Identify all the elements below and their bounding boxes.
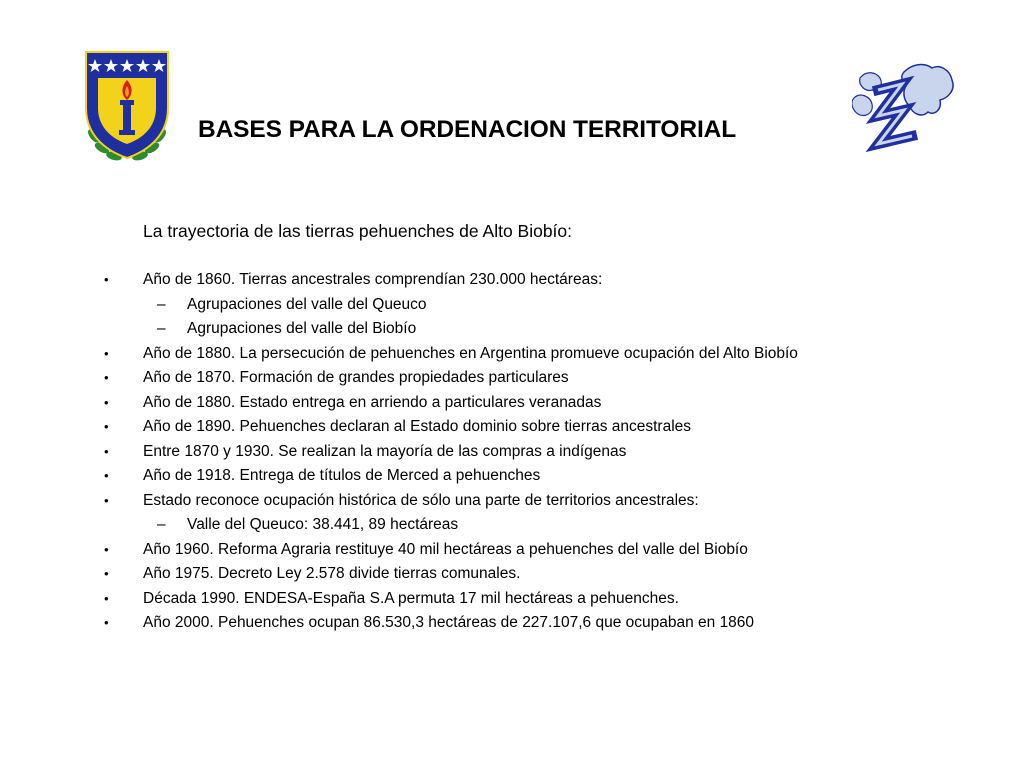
slide-title: BASES PARA LA ORDENACION TERRITORIAL — [198, 116, 737, 143]
list-item-text: Entre 1870 y 1930. Se realizan la mayoría de las compras a indígenas — [143, 442, 627, 460]
bullet-marker: • — [104, 492, 109, 508]
list-item-text: Año 1960. Reforma Agraria restituye 40 mil hectáreas a pehuenches del valle del Biobío — [143, 540, 748, 558]
list-item-text: Valle del Queuco: 38.441, 89 hectáreas — [187, 516, 459, 533]
list-item-text: Año de 1860. Tierras ancestrales comprendían 230.000 hectáreas: — [143, 271, 603, 288]
university-crest-icon — [80, 50, 174, 164]
list-item — [0, 342, 1024, 367]
list-item-text: Estado reconoce ocupación histórica de sólo una parte de territorios ancestrales: — [143, 491, 699, 509]
slide-subtitle: La trayectoria de las tierras pehuenches de Alto Biobío: — [143, 221, 573, 241]
bullet-marker: • — [104, 566, 109, 581]
sub-list-item — [0, 513, 1024, 538]
bullet-marker: • — [104, 370, 109, 385]
list-item-text: Agrupaciones del valle del Queuco — [187, 295, 427, 313]
list-item-text: Año 2000. Pehuenches ocupan 86.530,3 hectáreas de 227.107,6 que ocupaban en 1860 — [143, 614, 755, 631]
bullet-marker: • — [104, 468, 109, 483]
list-item-text: Año de 1880. Estado entrega en arriendo a particulares veranadas — [143, 393, 602, 411]
list-item-text: Agrupaciones del valle del Biobío — [187, 320, 417, 337]
list-item-text: Década 1990. ENDESA-España S.A permuta 17 mil hectáreas a pehuenches. — [143, 589, 679, 607]
list-item — [0, 415, 1024, 440]
list-item — [0, 440, 1024, 465]
bullet-marker: • — [104, 443, 109, 459]
list-item-text: Año de 1870. Formación de grandes propiedades particulares — [143, 369, 569, 386]
list-item — [0, 611, 1024, 636]
list-item — [0, 464, 1024, 489]
list-item — [0, 562, 1024, 587]
map-logo-icon — [852, 58, 958, 158]
list-item-text: Año 1975. Decreto Ley 2.578 divide tierras comunales. — [143, 565, 521, 582]
list-item — [0, 268, 1024, 293]
list-item-text: Año de 1890. Pehuenches declaran al Estado dominio sobre tierras ancestrales — [143, 418, 692, 435]
sub-list-item — [0, 293, 1024, 318]
dash-marker: – — [157, 516, 166, 533]
bullet-marker: • — [104, 590, 109, 606]
list-item-text: Año de 1918. Entrega de títulos de Merced a pehuenches — [143, 467, 541, 484]
list-item — [0, 366, 1024, 391]
list-item — [0, 587, 1024, 612]
dash-marker: – — [157, 295, 166, 313]
bullet-marker: • — [104, 345, 109, 361]
bullet-marker: • — [104, 419, 109, 434]
dash-marker: – — [157, 320, 166, 337]
sub-list-item — [0, 317, 1024, 342]
bullet-marker: • — [104, 394, 109, 410]
list-item — [0, 391, 1024, 416]
list-item — [0, 538, 1024, 563]
bullet-list — [0, 268, 1024, 636]
bullet-marker: • — [104, 272, 109, 287]
list-item-text: Año de 1880. La persecución de pehuenches en Argentina promueve ocupación del Alto Biobío — [143, 344, 798, 362]
bullet-marker: • — [104, 615, 109, 630]
bullet-marker: • — [104, 541, 109, 557]
list-item — [0, 489, 1024, 514]
